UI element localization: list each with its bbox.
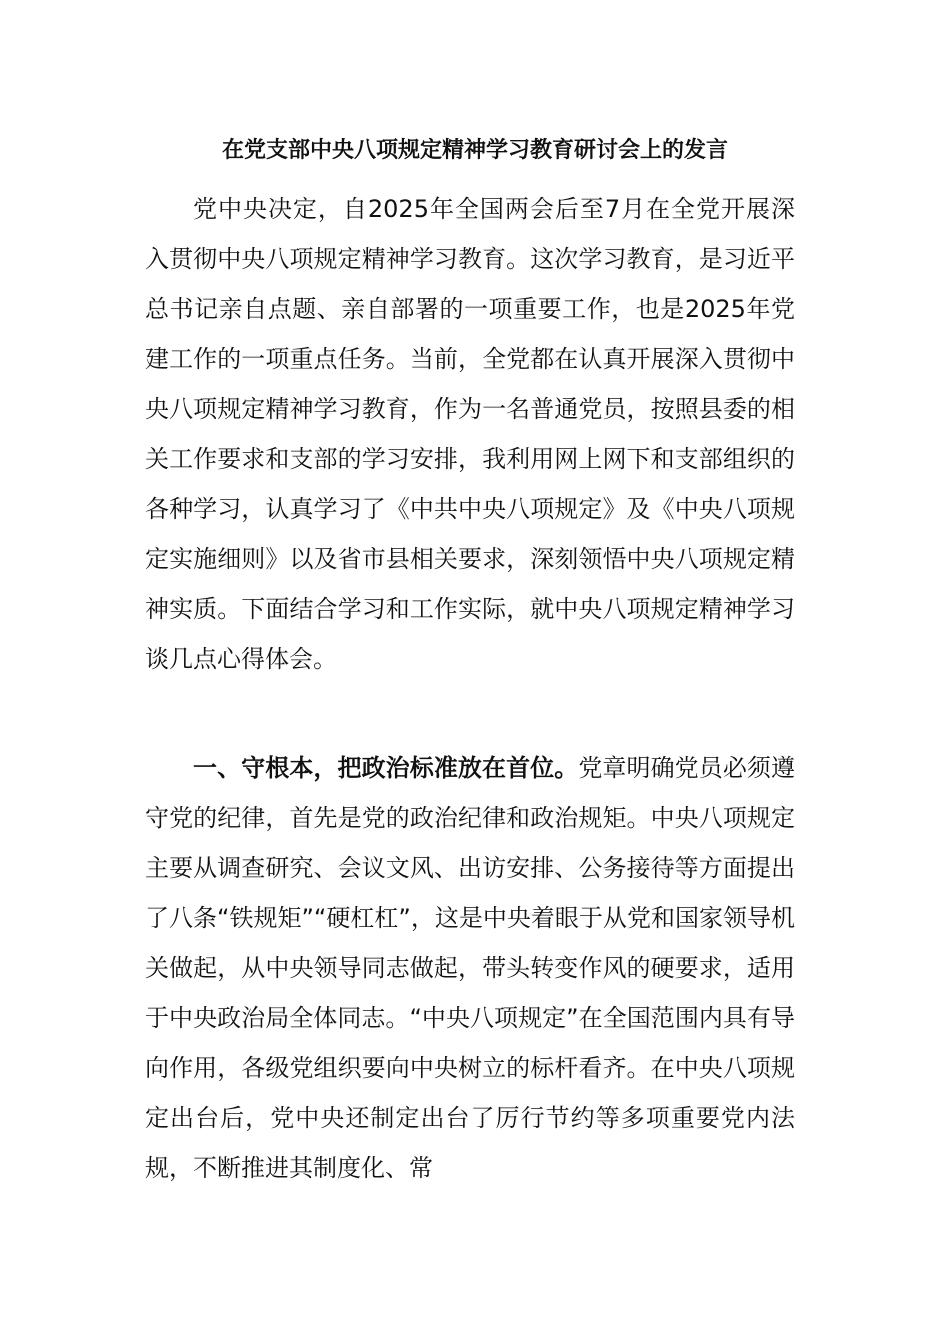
intro-paragraph-text: 党中央决定，自2025年全国两会后至7月在全党开展深入贯彻中央八项规定精神学习教育。这次学习教育，是习近平总书记亲自点题、亲自部署的一项重要工作，也是2025年党建工作的一项重点任务。当前，全党都在认真开展深入贯彻中央八项规定精神学习教育，作为一名普通党员，按照县委的相关工作要求和支部的学习安排，我利用网上网下和支部组织的各种学习，认真学习了《中共中央八项规定》及《中央八项规定实施细则》以及省市县相关要求，深刻领悟中央八项规定精神实质。下面结合学习和工作实际，就中央八项规定精神学习谈几点心得体会。 (145, 195, 795, 673)
document-title: 在党支部中央八项规定精神学习教育研讨会上的发言 (221, 138, 728, 163)
intro-paragraph (145, 184, 795, 684)
section-one-text: 党章明确党员必须遵守党的纪律，首先是党的政治纪律和政治规矩。中央八项规定主要从调查研究、会议文风、出访安排、公务接待等方面提出了八条“铁规矩”“硬杠杠”，这是中央着眼于从党和国家领导机关做起，从中央领导同志做起，带头转变作风的硬要求，适用于中央政治局全体同志。“中央八项规定”在全国范围内具有导向作用，各级党组织要向中央树立的标杆看齐。在中央八项规定出台后，党中央还制定出台了厉行节约等多项重要党内法规，不断推进其制度化、常 (145, 754, 795, 1182)
section-one-paragraph (145, 743, 795, 1193)
section-one-heading: 一、守根本，把政治标准放在首位。 (193, 754, 579, 782)
